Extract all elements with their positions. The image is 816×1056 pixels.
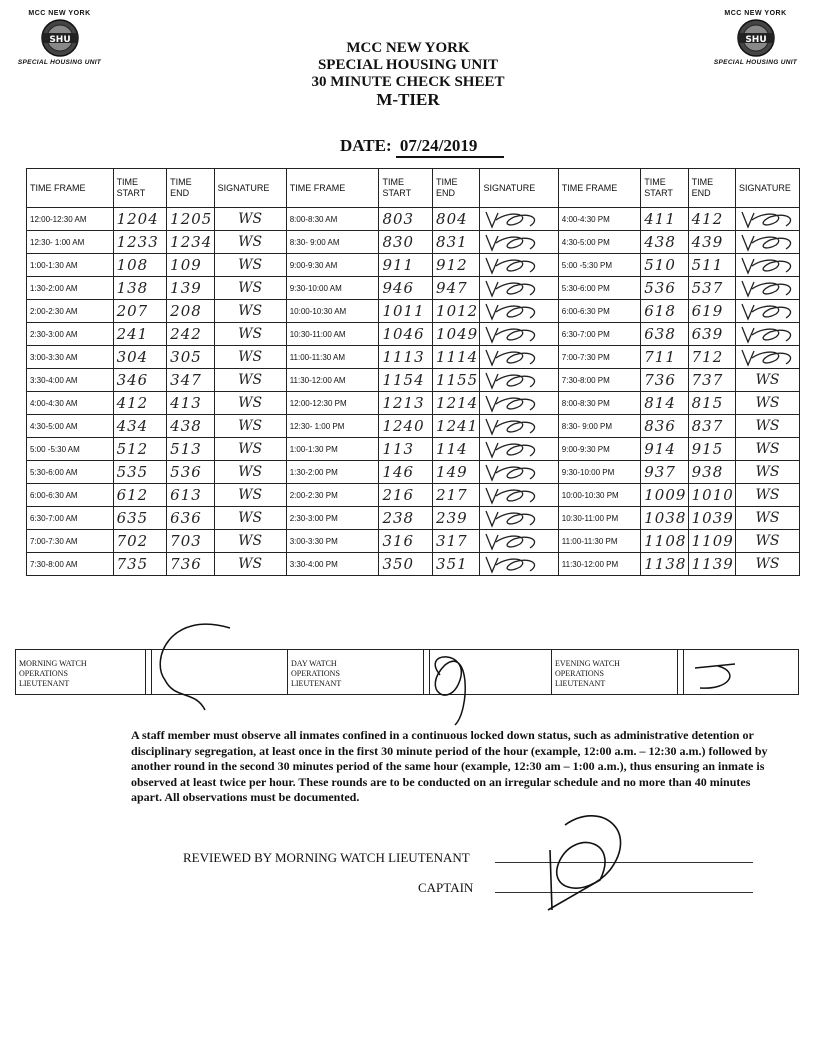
time-start-cell[interactable]: 836 (641, 415, 688, 438)
time-start-cell[interactable]: 711 (641, 346, 688, 369)
signature-cell[interactable] (480, 530, 558, 553)
signature-cell[interactable] (736, 208, 800, 231)
time-frame-cell: 10:00-10:30 AM (286, 300, 379, 323)
time-frame-cell: 7:00-7:30 PM (558, 346, 640, 369)
day-watch-text: DAY WATCH OPERATIONS LIEUTENANT (291, 659, 342, 688)
signature-cell[interactable]: WS (214, 553, 286, 576)
scribbled-initials (736, 208, 799, 230)
column-header-time-start-1: TIME START (113, 169, 167, 208)
time-frame-cell: 3:30-4:00 PM (286, 553, 379, 576)
time-start-cell[interactable]: 803 (379, 208, 433, 231)
evening-watch-signature-box[interactable] (684, 650, 798, 694)
scribbled-initials (480, 415, 550, 437)
time-end-cell[interactable]: 712 (688, 346, 735, 369)
morning-watch-signature-box[interactable] (152, 650, 288, 694)
column-header-signature-3: SIGNATURE (736, 169, 800, 208)
time-start-cell[interactable]: 1213 (379, 392, 433, 415)
title-line-1: MCC NEW YORK (346, 40, 470, 56)
document-title (0, 40, 816, 108)
time-frame-cell: 2:30-3:00 AM (27, 323, 114, 346)
time-start-cell[interactable]: 113 (379, 438, 433, 461)
time-frame-cell: 6:30-7:00 PM (558, 323, 640, 346)
signature-cell[interactable]: WS (214, 208, 286, 231)
logo-badge-text: SHU (744, 35, 767, 45)
time-end-cell[interactable]: 736 (167, 553, 214, 576)
time-frame-cell: 7:00-7:30 AM (27, 530, 114, 553)
time-start-cell[interactable]: 350 (379, 553, 433, 576)
scribbled-initials (480, 369, 550, 391)
signature-cell[interactable] (480, 369, 558, 392)
time-start-cell[interactable]: 238 (379, 507, 433, 530)
scribbled-initials (480, 208, 550, 230)
scribbled-initials (736, 323, 799, 345)
time-end-cell[interactable]: 351 (433, 553, 480, 576)
signature-cell[interactable]: WS (736, 507, 800, 530)
signature-cell[interactable] (480, 461, 558, 484)
time-frame-cell: 8:30- 9:00 AM (286, 231, 379, 254)
time-end-cell[interactable]: 317 (433, 530, 480, 553)
time-end-cell[interactable]: 412 (688, 208, 735, 231)
title-line-3: 30 MINUTE CHECK SHEET (311, 74, 505, 90)
table-row (27, 277, 800, 300)
time-frame-cell: 2:00-2:30 PM (286, 484, 379, 507)
time-end-cell[interactable]: 1155 (433, 369, 480, 392)
time-start-cell[interactable]: 316 (379, 530, 433, 553)
time-start-cell[interactable]: 411 (641, 208, 688, 231)
signature-cell[interactable]: WS (214, 530, 286, 553)
time-end-cell[interactable]: 1205 (167, 208, 214, 231)
signature-cell[interactable] (736, 254, 800, 277)
time-end-cell[interactable]: 513 (167, 438, 214, 461)
time-frame-cell: 11:00-11:30 AM (286, 346, 379, 369)
evening-watch-label (552, 650, 678, 694)
table-row (27, 323, 800, 346)
title-line-2: SPECIAL HOUSING UNIT (317, 57, 499, 73)
column-header-signature-1: SIGNATURE (214, 169, 286, 208)
morning-watch-label (16, 650, 146, 694)
time-start-cell[interactable]: 1009 (641, 484, 688, 507)
time-start-cell[interactable]: 830 (379, 231, 433, 254)
scribbled-initials (480, 277, 550, 299)
signature-cell[interactable] (480, 231, 558, 254)
signature-cell[interactable]: WS (214, 392, 286, 415)
time-frame-cell: 5:00 -5:30 PM (558, 254, 640, 277)
scribbled-initials (480, 300, 550, 322)
signature-cell[interactable] (736, 300, 800, 323)
time-frame-cell: 5:00 -5:30 AM (27, 438, 114, 461)
table-row (27, 254, 800, 277)
signature-cell[interactable]: WS (214, 415, 286, 438)
time-frame-cell: 8:00-8:30 PM (558, 392, 640, 415)
time-start-cell[interactable]: 1108 (641, 530, 688, 553)
title-line-4: M-TIER (376, 90, 440, 109)
table-row (27, 461, 800, 484)
time-start-cell[interactable]: 814 (641, 392, 688, 415)
time-end-cell[interactable]: 1049 (433, 323, 480, 346)
column-header-time-end-1: TIME END (167, 169, 214, 208)
date-label: DATE: (340, 136, 392, 155)
date-field (340, 136, 504, 158)
time-frame-cell: 8:30- 9:00 PM (558, 415, 640, 438)
time-frame-cell: 12:00-12:30 AM (27, 208, 114, 231)
signature-cell[interactable] (480, 277, 558, 300)
time-start-cell[interactable]: 304 (113, 346, 167, 369)
signature-cell[interactable] (480, 392, 558, 415)
time-start-cell[interactable]: 911 (379, 254, 433, 277)
morning-watch-text: MORNING WATCH OPERATIONS LIEUTENANT (19, 659, 87, 688)
table-row (27, 438, 800, 461)
time-start-cell[interactable]: 1240 (379, 415, 433, 438)
scribbled-initials (736, 346, 799, 368)
table-header-row (27, 169, 800, 208)
time-start-cell[interactable]: 438 (641, 231, 688, 254)
time-start-cell[interactable]: 535 (113, 461, 167, 484)
signature-cell[interactable] (736, 231, 800, 254)
time-frame-cell: 1:30-2:00 PM (286, 461, 379, 484)
column-header-time-frame-1: TIME FRAME (27, 169, 114, 208)
time-end-cell[interactable]: 438 (167, 415, 214, 438)
time-end-cell[interactable]: 1109 (688, 530, 735, 553)
captain-label: CAPTAIN (418, 880, 474, 895)
time-start-cell[interactable]: 702 (113, 530, 167, 553)
time-frame-cell: 10:00-10:30 PM (558, 484, 640, 507)
captain-signature-line[interactable] (495, 892, 753, 893)
table-row (27, 507, 800, 530)
time-start-cell[interactable]: 638 (641, 323, 688, 346)
time-start-cell[interactable]: 108 (113, 254, 167, 277)
signature-cell[interactable]: WS (214, 507, 286, 530)
time-end-cell[interactable]: 1214 (433, 392, 480, 415)
time-frame-cell: 8:00-8:30 AM (286, 208, 379, 231)
logo-bottom-text: SPECIAL HOUSING UNIT (713, 59, 798, 66)
signature-cell[interactable] (480, 553, 558, 576)
signature-cell[interactable] (736, 277, 800, 300)
time-end-cell[interactable]: 639 (688, 323, 735, 346)
time-frame-cell: 12:30- 1:00 PM (286, 415, 379, 438)
time-start-cell[interactable]: 536 (641, 277, 688, 300)
time-end-cell[interactable]: 938 (688, 461, 735, 484)
time-start-cell[interactable]: 510 (641, 254, 688, 277)
time-start-cell[interactable]: 1138 (641, 553, 688, 576)
time-frame-cell: 11:30-12:00 AM (286, 369, 379, 392)
scribbled-initials (736, 254, 799, 276)
time-frame-cell: 2:00-2:30 AM (27, 300, 114, 323)
time-end-cell[interactable]: 139 (167, 277, 214, 300)
signature-cell[interactable]: WS (736, 530, 800, 553)
time-end-cell[interactable]: 619 (688, 300, 735, 323)
table-row (27, 415, 800, 438)
time-frame-cell: 6:30-7:00 AM (27, 507, 114, 530)
signature-cell[interactable] (736, 346, 800, 369)
time-end-cell[interactable]: 537 (688, 277, 735, 300)
instructions-paragraph: A staff member must observe all inmates confined in a continuous locked down status, such as administrative detention or disciplinary segregation, at least once in the first 30 minute period of the hour (example, 12:00 a.m. – 12:30 a.m.) followed by another round in the second 30 minutes period of the same hour (example, 12:30 am – 1:00 a.m.), thus ensuring an inmate is observed at least twice per hour. These rounds are to be conducted on an irregular schedule and no more than 40 minutes apart. All observations must be documented. (131, 728, 768, 804)
time-end-cell[interactable]: 305 (167, 346, 214, 369)
time-frame-cell: 5:30-6:00 AM (27, 461, 114, 484)
time-frame-cell: 2:30-3:00 PM (286, 507, 379, 530)
time-frame-cell: 12:00-12:30 PM (286, 392, 379, 415)
scribbled-initials (480, 254, 550, 276)
reviewed-by-label: REVIEWED BY MORNING WATCH LIEUTENANT (183, 850, 470, 865)
time-start-cell[interactable]: 1233 (113, 231, 167, 254)
signature-cell[interactable]: WS (736, 369, 800, 392)
logo-bottom-text: SPECIAL HOUSING UNIT (17, 59, 102, 66)
time-start-cell[interactable]: 612 (113, 484, 167, 507)
time-end-cell[interactable]: 947 (433, 277, 480, 300)
time-start-cell[interactable]: 635 (113, 507, 167, 530)
table-row (27, 346, 800, 369)
scribbled-initials (480, 346, 550, 368)
time-frame-cell: 10:30-11:00 AM (286, 323, 379, 346)
time-frame-cell: 4:30-5:00 PM (558, 231, 640, 254)
signature-cell[interactable]: WS (214, 300, 286, 323)
time-end-cell[interactable]: 1139 (688, 553, 735, 576)
time-frame-cell: 6:00-6:30 AM (27, 484, 114, 507)
time-frame-cell: 4:00-4:30 AM (27, 392, 114, 415)
time-end-cell[interactable]: 703 (167, 530, 214, 553)
time-frame-cell: 11:00-11:30 PM (558, 530, 640, 553)
table-row (27, 369, 800, 392)
signature-cell[interactable]: WS (214, 346, 286, 369)
scribbled-initials (480, 530, 550, 552)
time-start-cell[interactable]: 735 (113, 553, 167, 576)
time-end-cell[interactable]: 737 (688, 369, 735, 392)
signature-cell[interactable] (480, 438, 558, 461)
column-header-time-frame-3: TIME FRAME (558, 169, 640, 208)
table-row (27, 484, 800, 507)
time-end-cell[interactable]: 1039 (688, 507, 735, 530)
column-header-time-end-2: TIME END (433, 169, 480, 208)
column-header-time-frame-2: TIME FRAME (286, 169, 379, 208)
table-body (27, 208, 800, 576)
date-value: 07/24/2019 (396, 136, 504, 158)
time-frame-cell: 3:30-4:00 AM (27, 369, 114, 392)
time-start-cell[interactable]: 346 (113, 369, 167, 392)
time-end-cell[interactable]: 831 (433, 231, 480, 254)
time-start-cell[interactable]: 207 (113, 300, 167, 323)
time-start-cell[interactable]: 146 (379, 461, 433, 484)
signature-cell[interactable] (736, 323, 800, 346)
time-end-cell[interactable]: 912 (433, 254, 480, 277)
time-frame-cell: 10:30-11:00 PM (558, 507, 640, 530)
signature-cell[interactable] (480, 484, 558, 507)
day-watch-label (288, 650, 424, 694)
signature-cell[interactable]: WS (214, 277, 286, 300)
scribbled-initials (480, 553, 550, 575)
signature-cell[interactable]: WS (736, 415, 800, 438)
time-frame-cell: 6:00-6:30 PM (558, 300, 640, 323)
time-start-cell[interactable]: 138 (113, 277, 167, 300)
column-header-time-end-3: TIME END (688, 169, 735, 208)
time-frame-cell: 5:30-6:00 PM (558, 277, 640, 300)
signature-cell[interactable]: WS (736, 438, 800, 461)
time-start-cell[interactable]: 618 (641, 300, 688, 323)
logo-top-text: MCC NEW YORK (724, 10, 787, 17)
time-start-cell[interactable]: 1011 (379, 300, 433, 323)
time-end-cell[interactable]: 208 (167, 300, 214, 323)
time-end-cell[interactable]: 815 (688, 392, 735, 415)
time-frame-cell: 7:30-8:00 AM (27, 553, 114, 576)
time-end-cell[interactable]: 636 (167, 507, 214, 530)
scribbled-initials (480, 461, 550, 483)
time-start-cell[interactable]: 1113 (379, 346, 433, 369)
time-start-cell[interactable]: 946 (379, 277, 433, 300)
time-frame-cell: 9:00-9:30 PM (558, 438, 640, 461)
time-start-cell[interactable]: 1038 (641, 507, 688, 530)
signature-cell[interactable]: WS (214, 461, 286, 484)
time-end-cell[interactable]: 536 (167, 461, 214, 484)
time-end-cell[interactable]: 149 (433, 461, 480, 484)
time-end-cell[interactable]: 511 (688, 254, 735, 277)
table-row (27, 553, 800, 576)
time-end-cell[interactable]: 1241 (433, 415, 480, 438)
time-end-cell[interactable]: 915 (688, 438, 735, 461)
signature-cell[interactable]: WS (214, 369, 286, 392)
time-frame-cell: 9:30-10:00 AM (286, 277, 379, 300)
time-end-cell[interactable]: 413 (167, 392, 214, 415)
time-start-cell[interactable]: 216 (379, 484, 433, 507)
time-end-cell[interactable]: 439 (688, 231, 735, 254)
time-start-cell[interactable]: 1046 (379, 323, 433, 346)
logo-badge-text: SHU (48, 35, 71, 45)
time-end-cell[interactable]: 109 (167, 254, 214, 277)
signature-cell[interactable] (480, 300, 558, 323)
check-sheet-table (26, 168, 800, 576)
signature-cell[interactable] (480, 346, 558, 369)
day-watch-signature-box[interactable] (430, 650, 552, 694)
time-start-cell[interactable]: 937 (641, 461, 688, 484)
time-frame-cell: 9:30-10:00 PM (558, 461, 640, 484)
table-row (27, 530, 800, 553)
time-end-cell[interactable]: 613 (167, 484, 214, 507)
time-end-cell[interactable]: 804 (433, 208, 480, 231)
scribbled-initials (480, 323, 550, 345)
scribbled-initials (736, 300, 799, 322)
time-frame-cell: 3:00-3:30 AM (27, 346, 114, 369)
scribbled-initials (480, 231, 550, 253)
time-start-cell[interactable]: 1204 (113, 208, 167, 231)
time-frame-cell: 3:00-3:30 PM (286, 530, 379, 553)
time-end-cell[interactable]: 114 (433, 438, 480, 461)
signature-cell[interactable]: WS (736, 392, 800, 415)
signature-cell[interactable]: WS (214, 231, 286, 254)
signature-cell[interactable]: WS (736, 553, 800, 576)
time-frame-cell: 11:30-12:00 PM (558, 553, 640, 576)
time-start-cell[interactable]: 1154 (379, 369, 433, 392)
scribbled-initials (480, 484, 550, 506)
column-header-time-start-2: TIME START (379, 169, 433, 208)
signature-cell[interactable]: WS (736, 484, 800, 507)
time-frame-cell: 1:30-2:00 AM (27, 277, 114, 300)
scribbled-initials (480, 392, 550, 414)
time-start-cell[interactable]: 512 (113, 438, 167, 461)
time-frame-cell: 4:30-5:00 AM (27, 415, 114, 438)
signature-cell[interactable]: WS (736, 461, 800, 484)
signature-cell[interactable] (480, 254, 558, 277)
table-row (27, 208, 800, 231)
time-end-cell[interactable]: 1010 (688, 484, 735, 507)
time-end-cell[interactable]: 1114 (433, 346, 480, 369)
scribbled-initials (480, 507, 550, 529)
time-end-cell[interactable]: 347 (167, 369, 214, 392)
table-row (27, 231, 800, 254)
time-end-cell[interactable]: 1012 (433, 300, 480, 323)
time-frame-cell: 4:00-4:30 PM (558, 208, 640, 231)
time-end-cell[interactable]: 217 (433, 484, 480, 507)
logo-top-text: MCC NEW YORK (28, 10, 91, 17)
scribbled-initials (736, 231, 799, 253)
lieutenant-signature-row (15, 649, 799, 695)
time-frame-cell: 7:30-8:00 PM (558, 369, 640, 392)
time-end-cell[interactable]: 239 (433, 507, 480, 530)
column-header-time-start-3: TIME START (641, 169, 688, 208)
time-end-cell[interactable]: 1234 (167, 231, 214, 254)
signature-cell[interactable] (480, 208, 558, 231)
table-row (27, 300, 800, 323)
evening-watch-text: EVENING WATCH OPERATIONS LIEUTENANT (555, 659, 620, 688)
time-start-cell[interactable]: 434 (113, 415, 167, 438)
signature-cell[interactable]: WS (214, 484, 286, 507)
column-header-signature-2: SIGNATURE (480, 169, 558, 208)
time-start-cell[interactable]: 241 (113, 323, 167, 346)
signature-cell[interactable] (480, 323, 558, 346)
time-frame-cell: 9:00-9:30 AM (286, 254, 379, 277)
time-frame-cell: 1:00-1:30 PM (286, 438, 379, 461)
scribbled-initials (736, 277, 799, 299)
time-frame-cell: 1:00-1:30 AM (27, 254, 114, 277)
time-start-cell[interactable]: 914 (641, 438, 688, 461)
time-end-cell[interactable]: 837 (688, 415, 735, 438)
signature-cell[interactable]: WS (214, 438, 286, 461)
signature-cell[interactable]: WS (214, 254, 286, 277)
signature-cell[interactable] (480, 415, 558, 438)
signature-cell[interactable]: WS (214, 323, 286, 346)
table-row (27, 392, 800, 415)
reviewed-by-signature-line[interactable] (495, 862, 753, 863)
time-frame-cell: 12:30- 1:00 AM (27, 231, 114, 254)
time-end-cell[interactable]: 242 (167, 323, 214, 346)
time-start-cell[interactable]: 412 (113, 392, 167, 415)
signature-cell[interactable] (480, 507, 558, 530)
scribbled-initials (480, 438, 550, 460)
time-start-cell[interactable]: 736 (641, 369, 688, 392)
